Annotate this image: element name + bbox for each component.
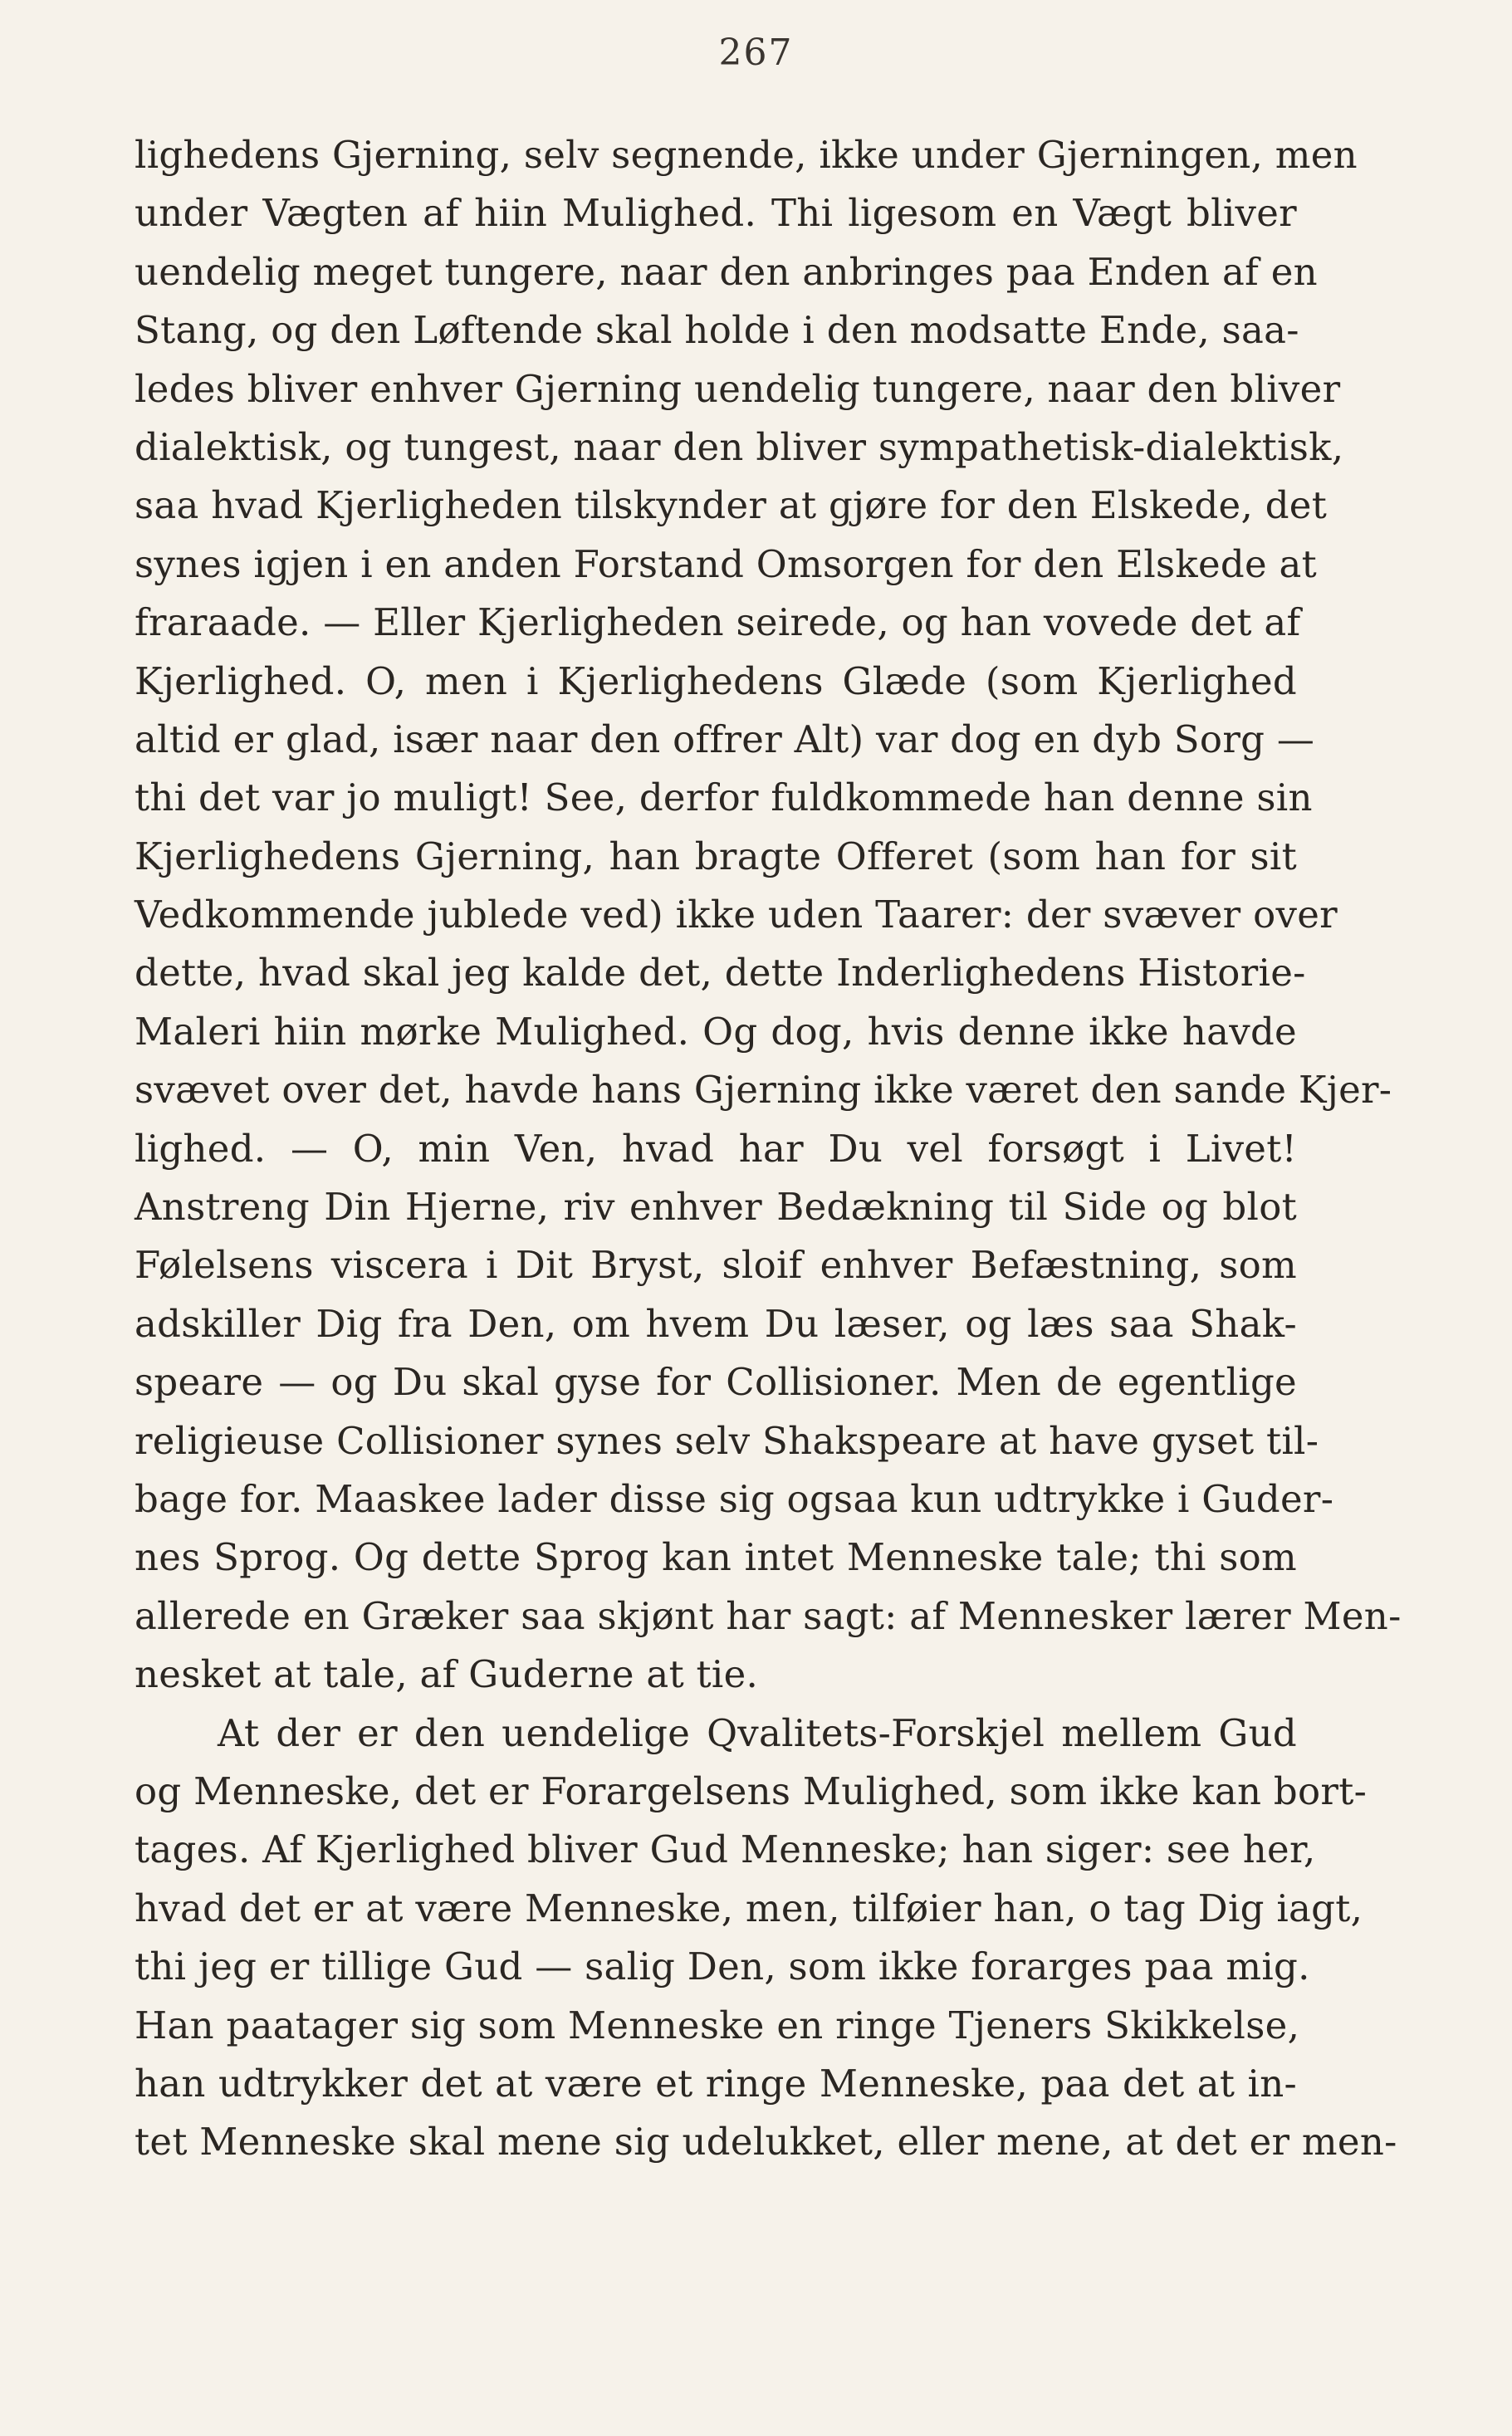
text-line: under Vægten af hiin Mulighed. Thi ligesom en Vægt bliver [135, 191, 1297, 236]
text-line: dialektisk, og tungest, naar den bliver sympathetisk-dialektisk, [135, 424, 1344, 469]
text-line: tet Menneske skal mene sig udelukket, eller mene, at det er men- [135, 2120, 1397, 2165]
text-line: allerede en Græker saa skjønt har sagt: af Mennesker lærer Men- [135, 1593, 1402, 1638]
text-line: synes igjen i en anden Forstand Omsorgen for den Elskede at [135, 541, 1318, 586]
text-line: han udtrykker det at være et ringe Menneske, paa det at in- [135, 2061, 1297, 2106]
text-line: Han paatager sig som Menneske en ringe Tjeners Skikkelse, [135, 2003, 1300, 2047]
text-line: Følelsens viscera i Dit Bryst, sloif enhver Befæstning, som [135, 1243, 1297, 1288]
text-line: uendelig meget tungere, naar den anbringes paa Enden af en [135, 249, 1318, 294]
text-line: saa hvad Kjerligheden tilskynder at gjøre for den Elskede, det [135, 483, 1328, 528]
text-line: thi jeg er tillige Gud — salig Den, som ikke forarges paa mig. [135, 1944, 1310, 1989]
text-line: thi det var jo muligt! See, derfor fuldkommede han denne sin [135, 775, 1313, 820]
text-line: lighedens Gjerning, selv segnende, ikke under Gjerningen, men [135, 133, 1358, 177]
text-line: altid er glad, især naar den offrer Alt) var dog en dyb Sorg — [135, 717, 1315, 761]
text-line: Anstreng Din Hjerne, riv enhver Bedækning til Side og blot [135, 1185, 1297, 1230]
page-number: 267 [718, 32, 794, 74]
text-line: Maleri hiin mørke Mulighed. Og dog, hvis denne ikke havde [135, 1009, 1297, 1054]
paragraph-end-line: nesket at tale, af Guderne at tie. [135, 1652, 759, 1697]
text-line: tages. Af Kjerlighed bliver Gud Menneske; han siger: see her, [135, 1827, 1316, 1872]
text-line: bage for. Maaskee lader disse sig ogsaa kun udtrykke i Guder- [135, 1476, 1334, 1521]
text-line: speare — og Du skal gyse for Collisioner. Men de egentlige [135, 1360, 1297, 1405]
text-line: adskiller Dig fra Den, om hvem Du læser, og læs saa Shak- [135, 1301, 1297, 1346]
text-line: Vedkommende jublede ved) ikke uden Taarer: der svæver over [135, 893, 1338, 937]
text-line: hvad det er at være Menneske, men, tilføier han, o tag Dig iagt, [135, 1886, 1363, 1930]
text-line: Stang, og den Løftende skal holde i den modsatte Ende, saa- [135, 308, 1299, 353]
text-line: dette, hvad skal jeg kalde det, dette Inderlighedens Historie- [135, 951, 1306, 995]
text-line: og Menneske, det er Forargelsens Mulighed, som ikke kan bort- [135, 1768, 1368, 1813]
text-line: svævet over det, havde hans Gjerning ikke været den sande Kjer- [135, 1068, 1392, 1113]
text-line: nes Sprog. Og dette Sprog kan intet Menneske tale; thi som [135, 1535, 1297, 1580]
paragraph-start-line: At der er den uendelige Qvalitets-Forskjel mellem Gud [218, 1710, 1297, 1755]
text-line: Kjerlighedens Gjerning, han bragte Offeret (som han for sit [135, 834, 1297, 878]
text-line: fraraade. — Eller Kjerligheden seirede, og han vovede det af [135, 600, 1301, 645]
text-line: lighed. — O, min Ven, hvad har Du vel forsøgt i Livet! [135, 1126, 1297, 1171]
text-line: religieuse Collisioner synes selv Shakspeare at have gyset til- [135, 1418, 1319, 1463]
text-line: ledes bliver enhver Gjerning uendelig tungere, naar den bliver [135, 366, 1341, 411]
text-line: Kjerlighed. O, men i Kjerlighedens Glæde (som Kjerlighed [135, 658, 1297, 703]
body-text [135, 126, 1402, 2172]
